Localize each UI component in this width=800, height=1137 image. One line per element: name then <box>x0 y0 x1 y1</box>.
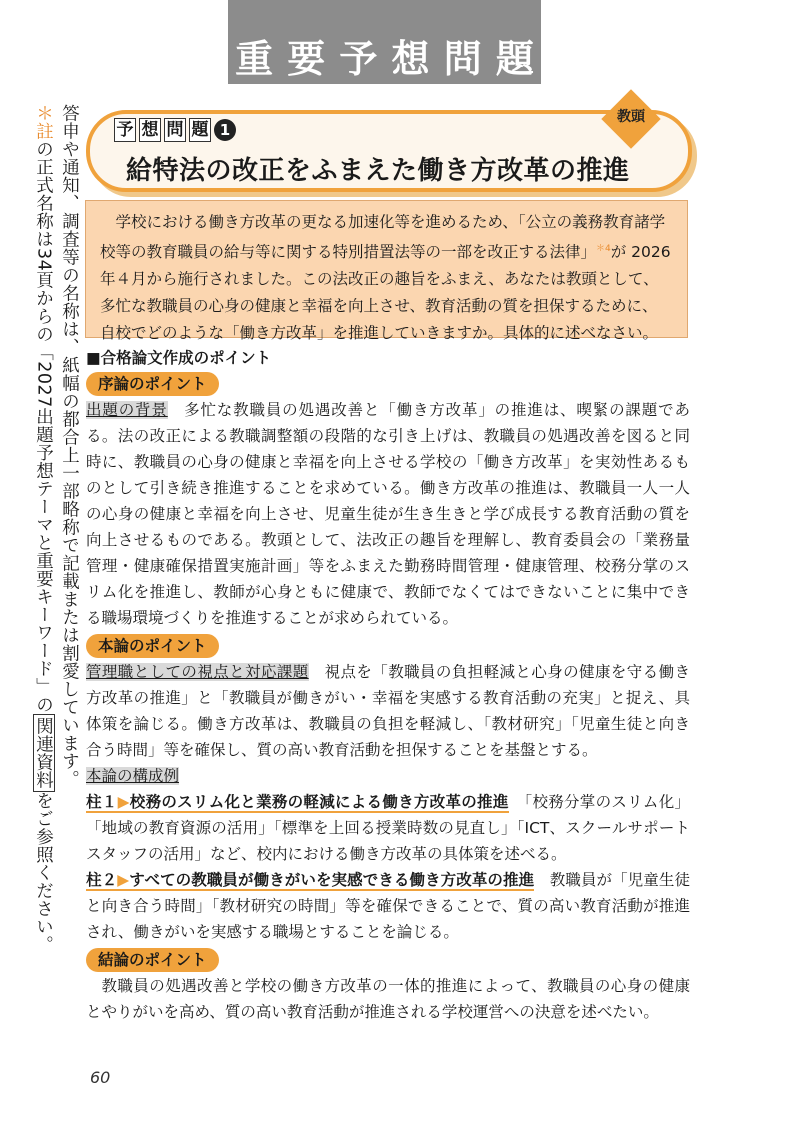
background-label: 出題の背景 <box>86 401 168 419</box>
section-title <box>228 0 541 84</box>
pillar-2-heading <box>86 871 534 891</box>
points-section <box>86 345 690 1025</box>
background-paragraph <box>86 397 690 631</box>
pillar-1-text: 「校務分掌のスリム化」「地域の教育資源の活用」「標準を上回る授業時数の見直し」「ICT、スクールサポートスタッフの活用」など、校内における働き方改革の具体策を述べる。 <box>86 793 690 863</box>
background-text: 多忙な教職員の処遇改善と「働き方改革」の推進は、喫緊の課題である。法の改正による教職調整額の段階的な引き上げは、教職員の処遇改善を図ると同時に、教職員の心身の健康と幸福を向上させる学校の「働き方改革」を実効性あるものとして引き続き推進することを求めている。働き方改革の推進は、教職員一人一人の心身の健康と幸福を向上させ、児童生徒が生き生きと学び成長する教育活動の質を向上させるものである。教頭として、法改正の趣旨を理解し、教育委員会の「業務量管理・健康確保措置実施計画」等をふまえた勤務時間管理・健康管理、校務分掌のスリム化を推進し、教師が心身ともに健康で、教師でなくてはできないことに集中できる職場環境づくりを推進することが求められている。 <box>86 401 690 627</box>
related-materials-box: 関連資料 <box>33 714 55 792</box>
section-title-char: 題 <box>495 37 534 81</box>
pillar-1-heading <box>86 793 509 813</box>
question-label-char: 予 <box>114 118 136 142</box>
side-note-text-a: の正式名称は34頁からの「2027出題予想テーマと重要キーワード」の <box>33 140 54 714</box>
viewpoint-label: 管理職としての視点と対応課題 <box>86 663 309 681</box>
viewpoint-text: 視点を「教職員の負担軽減と心身の健康を守る働き方改革の推進」と「教職員が働きがい・幸福を実感する教育活動の充実」と捉え、具体策を論じる。働き方改革は、教職員の負担を軽減し、「教材研究」「児童生徒と向き合う時間」等を確保し、質の高い教育活動を担保することを基盤とする。 <box>86 663 690 759</box>
pillar-2-title: すべての教職員が働きがいを実感できる働き方改革の推進 <box>129 871 535 889</box>
question-label-char: 問 <box>164 118 186 142</box>
pillar-2 <box>86 867 690 945</box>
conclusion-label: 結論のポイント <box>86 948 219 972</box>
side-note-text-b: をご参照ください。 <box>33 791 54 954</box>
viewpoint-paragraph <box>86 659 690 763</box>
prompt-text-a: 学校における働き方改革の更なる加速化等を進めるため、「公立の義務教育諸学校等の教育職員の給与等に関する特別措置法等の一部を改正する法律」 <box>100 213 666 262</box>
section-title-char: 問 <box>443 37 482 81</box>
question-label <box>114 118 236 142</box>
pillar-1-label: 柱１ <box>86 793 118 811</box>
page-number: 60 <box>90 1068 111 1087</box>
side-note-line-2 <box>34 104 52 954</box>
intro-label: 序論のポイント <box>86 372 219 396</box>
prompt-text-b: が 2026 年４月から施行されました。この法改正の趣旨をふまえ、あなたは教頭として、多忙な教職員の心身の健康と幸福を向上させ、教育活動の質を担保するために、自校でどのような「働き方改革」を推進していきますか。具体的に述べなさい。 <box>100 243 671 343</box>
question-prompt <box>85 200 688 343</box>
section-title-char: 想 <box>391 37 430 81</box>
note-marker: ＊註 <box>33 104 54 140</box>
pillar-2-label: 柱２ <box>86 871 118 889</box>
side-note <box>32 104 88 954</box>
question-label-char: 題 <box>189 118 211 142</box>
question-number: 1 <box>214 119 236 141</box>
role-badge: 教頭 <box>617 109 645 125</box>
footnote-ref: ＊4 <box>596 244 611 254</box>
pillar-1-title: 校務のスリム化と業務の軽減による働き方改革の推進 <box>129 793 509 811</box>
question-label-char: 想 <box>139 118 161 142</box>
pillar-1 <box>86 789 690 867</box>
section-title-char: 重 <box>235 37 274 81</box>
structure-label: 本論の構成例 <box>86 767 180 785</box>
triangle-icon: ▶ <box>117 871 130 889</box>
side-note-line-1: 答申や通知、調査等の名称は、紙幅の都合上一部略称で記載または割愛しています。 <box>59 104 80 788</box>
conclusion-text: 教職員の処遇改善と学校の働き方改革の一体的推進によって、教職員の心身の健康とやりがいを高め、質の高い教育活動が推進される学校運営への決意を述べたい。 <box>86 977 690 1021</box>
section-title-char: 予 <box>339 37 378 81</box>
section-title-char: 要 <box>287 37 326 81</box>
triangle-icon: ▶ <box>117 793 130 811</box>
main-label: 本論のポイント <box>86 634 219 658</box>
pillar-2-text: 教職員が「児童生徒と向き合う時間」「教材研究の時間」等を確保できることで、質の高い教育活動が推進され、働きがいを実感する職場とすることを論じる。 <box>86 871 690 941</box>
question-title: 給特法の改正をふまえた働き方改革の推進 <box>126 156 630 186</box>
points-heading: ■合格論文作成のポイント <box>86 349 272 367</box>
